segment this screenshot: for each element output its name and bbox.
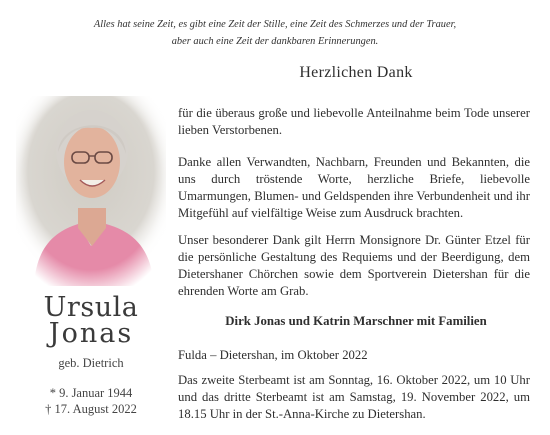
motto-line-1: Alles hat seine Zeit, es gibt eine Zeit der Stille, eine Zeit des Schmerzes und der Trauer, [93, 19, 457, 30]
family-signature: Dirk Jonas und Katrin Marschner mit Familien [225, 314, 487, 328]
last-name: Jonas [48, 318, 134, 349]
thanks-paragraph-1: für die überaus große und liebevolle Anteilnahme beim Tode unserer lieben Verstorbenen. [178, 106, 530, 137]
maiden-name: geb. Dietrich [58, 356, 124, 370]
headline: Herzlichen Dank [299, 64, 413, 81]
motto-line-2: aber auch eine Zeit der dankbaren Erinnerungen. [171, 36, 379, 47]
place-date: Fulda – Dietershan, im Oktober 2022 [178, 348, 368, 362]
portrait-photo [16, 96, 166, 286]
thanks-paragraph-3: Unser besonderer Dank gilt Herrn Monsignore Dr. Günter Etzel für die persönliche Gestaltung des Requiems und der Beerdigung, dem Dietershaner Chörchen sowie dem Sportverein Dietershan für die ehrenden Worte am Grab. [178, 233, 530, 298]
mass-info-paragraph: Das zweite Sterbeamt ist am Sonntag, 16. Oktober 2022, um 10 Uhr und das dritte Sterbeamt ist am Samstag, 19. November 2022, um 18.15 Uhr in der St.-Anna-Kirche zu Dietershan. [178, 373, 530, 421]
death-date: † 17. August 2022 [45, 402, 137, 416]
thanks-paragraph-2: Danke allen Verwandten, Nachbarn, Freunden und Bekannten, die uns durch tröstende Worte, herzliche Briefe, liebevolle Umarmungen, Blumen- und Geldspenden ihre Verbundenheit und ihr Mitgefühl auf vielfältige Weise zum Ausdruck brachten. [178, 155, 530, 220]
birth-date: * 9. Januar 1944 [49, 386, 133, 400]
motto [20, 16, 530, 50]
first-name: Ursula [43, 292, 139, 323]
